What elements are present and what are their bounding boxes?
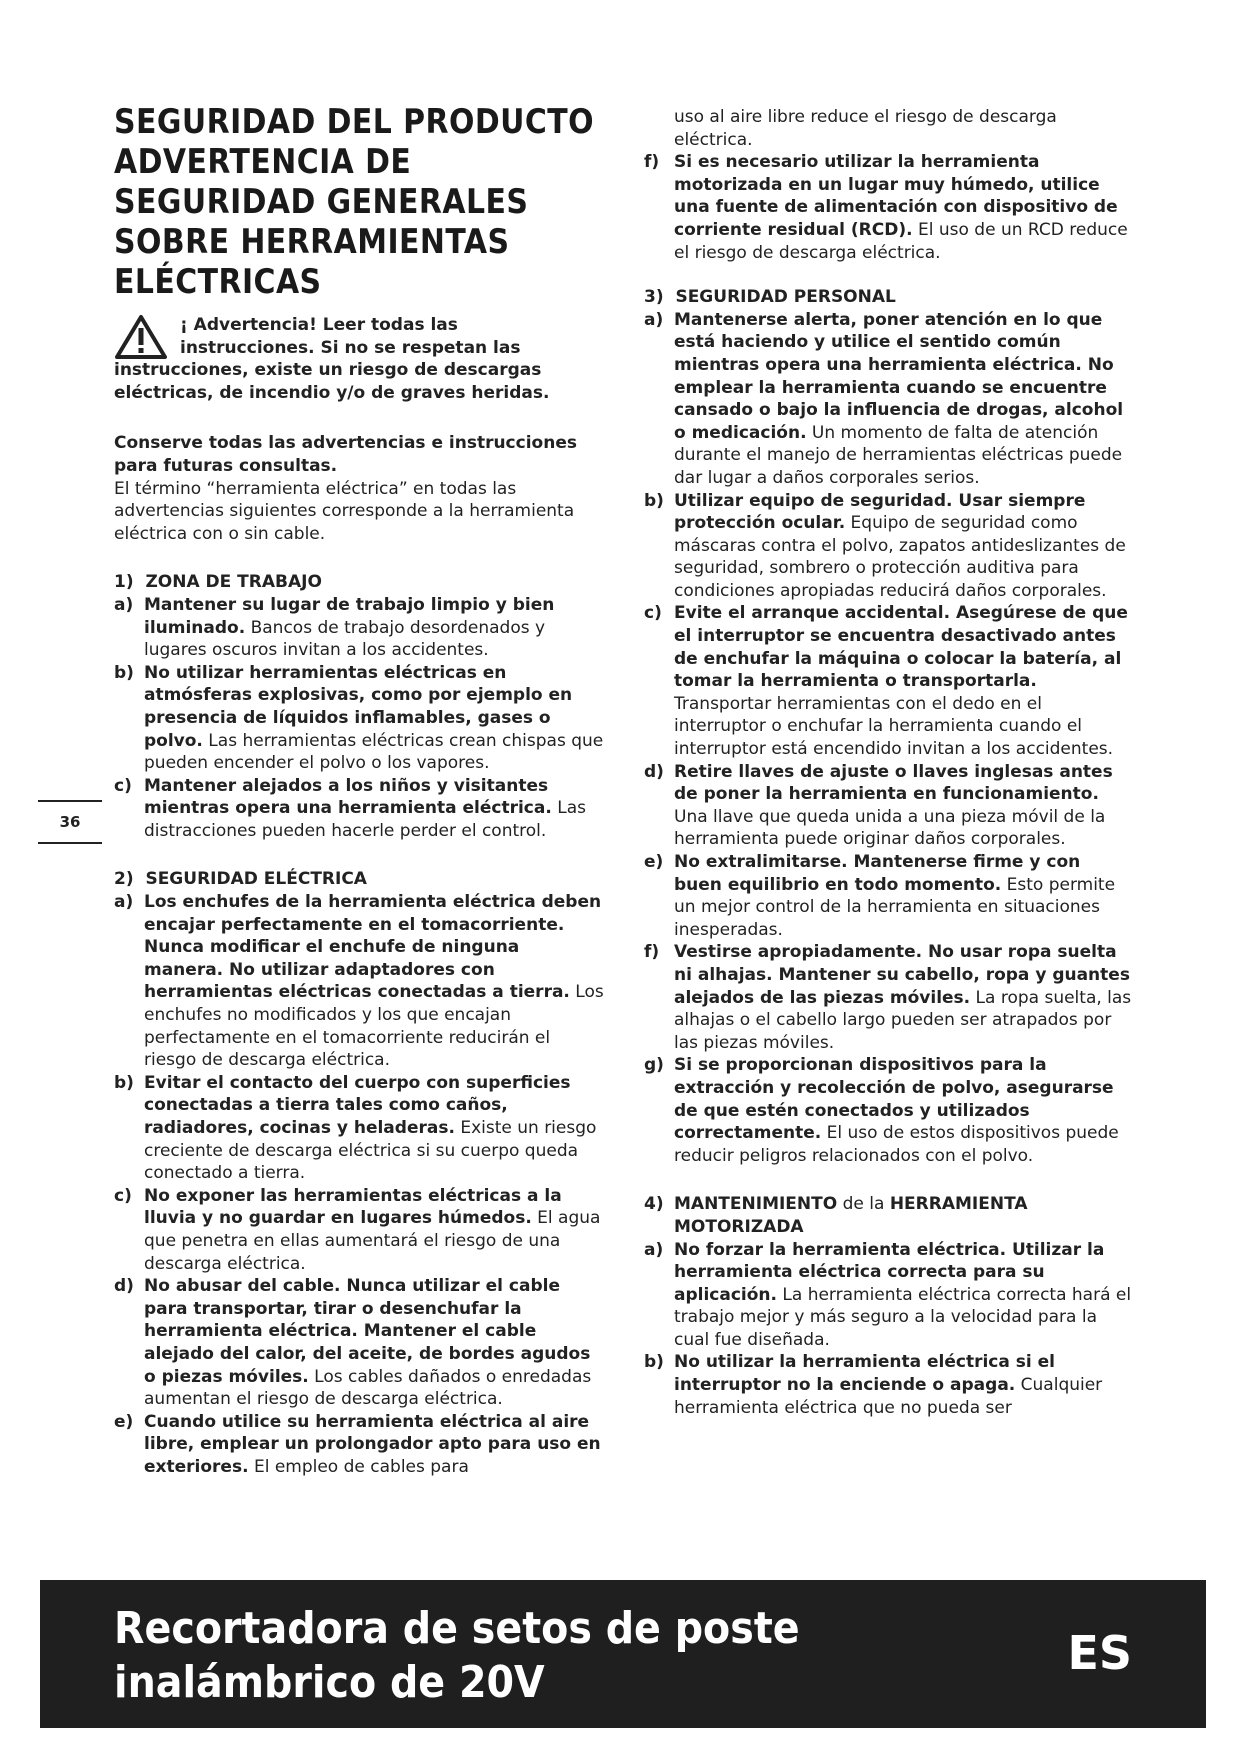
warning-line-1: ¡ Advertencia! Leer todas las (180, 315, 458, 335)
left-column (114, 102, 604, 1479)
section-heading: 3) SEGURIDAD PERSONAL (644, 287, 896, 308)
warning-rest: instrucciones, existe un riesgo de descargas eléctricas, de incendio y/o de graves heridas. (114, 360, 550, 403)
section-heading: 2) SEGURIDAD ELÉCTRICA (114, 869, 367, 890)
section-work-area (114, 571, 604, 842)
list-item: a) No forzar la herramienta eléctrica. Utilizar la herramienta eléctrica correcta para su aplicación. La herramienta eléctrica correcta hará el trabajo mejor y más seguro a la velocidad para la cual fue diseñada. (644, 1239, 1132, 1350)
list-item: a) Mantener su lugar de trabajo limpio y bien iluminado. Bancos de trabajo desordenados y lugares oscuros invitan a los accidentes. (114, 594, 555, 661)
list-item: c) Evite el arranque accidental. Asegúrese de que el interruptor se encuentra desactivado antes de enchufar la máquina o colocar la batería, al tomar la herramienta o transportarla. Transportar herramientas con el dedo en el interruptor o enchufar la herramienta cuando el interruptor está encendido invitan a los accidentes. (644, 603, 1128, 760)
conserve-block (114, 432, 604, 545)
footer-banner (40, 1580, 1206, 1728)
list-item: b) Evitar el contacto del cuerpo con superficies conectadas a tierra tales como caños, radiadores, cocinas y heladeras. Existe un riesgo creciente de descarga eléctrica si su cuerpo queda conectado a tierra. (114, 1072, 597, 1184)
section-personal-safety (644, 286, 1134, 1167)
section-maintenance (644, 1193, 1134, 1419)
right-column (644, 106, 1134, 1419)
warning-triangle-icon (114, 314, 168, 360)
list-item: d) Retire llaves de ajuste o llaves inglesas antes de poner la herramienta en funcionamiento. Una llave que queda unida a una pieza móvil de la herramienta puede originar daños corporales. (644, 761, 1113, 850)
list-item-continuation: uso al aire libre reduce el riesgo de descarga eléctrica. (674, 107, 1057, 150)
list-item: b) No utilizar la herramienta eléctrica si el interruptor no la enciende o apaga. Cualquier herramienta eléctrica que no pueda ser (644, 1352, 1103, 1418)
section-heading: 1) ZONA DE TRABAJO (114, 572, 322, 593)
list-item: c) No exponer las herramientas eléctricas a la lluvia y no guardar en lugares húmedos. El agua que penetra en ellas aumentará el riesgo de una descarga eléctrica. (114, 1185, 601, 1274)
list-item: b) Utilizar equipo de seguridad. Usar siempre protección ocular. Equipo de seguridad como máscaras contra el polvo, zapatos antideslizantes de seguridad, sombrero o protección auditiva para condiciones apropiadas reducirá daños corporales. (644, 490, 1126, 601)
list-item: f) Si es necesario utilizar la herramienta motorizada en un lugar muy húmedo, utilice una fuente de alimentación con dispositivo de corriente residual (RCD). El uso de un RCD reduce el riesgo de descarga eléctrica. (644, 152, 1128, 263)
list-item: e) Cuando utilice su herramienta eléctrica al aire libre, emplear un prolongador apto para uso en exteriores. El empleo de cables para (114, 1411, 601, 1477)
page-number: 36 (38, 800, 102, 844)
list-item: g) Si se proporcionan dispositivos para la extracción y recolección de polvo, asegurarse de que estén conectados y utilizados correctamente. El uso de estos dispositivos puede reducir peligros relacionados con el polvo. (644, 1055, 1119, 1166)
language-badge: ES (1067, 1626, 1132, 1680)
warning-block (114, 314, 604, 404)
list-item: a) Mantenerse alerta, poner atención en lo que está haciendo y utilice el sentido común mientras opera una herramienta eléctrica. No emplear la herramienta cuando se encuentre cansado o bajo la influencia de drogas, alcohol o medicación. Un momento de falta de atención durante el manejo de herramientas eléctricas puede dar lugar a daños corporales serios. (644, 309, 1124, 488)
section-electrical-safety (114, 868, 604, 1478)
list-item: b) No utilizar herramientas eléctricas en atmósferas explosivas, como por ejemplo en presencia de líquidos inflamables, gases o polvo. Las herramientas eléctricas crean chispas que pueden encender el polvo o los vapores. (114, 662, 604, 774)
list-item: f) Vestirse apropiadamente. No usar ropa suelta ni alhajas. Mantener su cabello, ropa y guantes alejados de las piezas móviles. La ropa suelta, las alhajas o el cabello largo pueden ser atrapados por las piezas móviles. (644, 942, 1132, 1053)
page-title: SEGURIDAD DEL PRODUCTO ADVERTENCIA DE SEGURIDAD GENERALES SOBRE HERRAMIENTAS ELÉCTRICAS (114, 102, 595, 302)
list-item: e) No extralimitarse. Mantenerse firme y con buen equilibrio en todo momento. Esto permite un mejor control de la herramienta en situaciones inesperadas. (644, 852, 1116, 940)
conserve-heading: Conserve todas las advertencias e instrucciones para futuras consultas. (114, 433, 577, 476)
conserve-text: El término “herramienta eléctrica” en todas las advertencias siguientes corresponde a la herramienta eléctrica con o sin cable. (114, 478, 575, 544)
warning-line-2: instrucciones. Si no se respetan las (180, 337, 521, 358)
list-item: d) No abusar del cable. Nunca utilizar el cable para transportar, tirar o desenchufar la herramienta eléctrica. Mantener el cable alejado del calor, del aceite, de bordes agudos o piezas móviles. Los cables dañados o enredadas aumentan el riesgo de descarga eléctrica. (114, 1276, 592, 1410)
list-item: c) Mantener alejados a los niños y visitantes mientras opera una herramienta eléctrica. Las distracciones pueden hacerle perder el control. (114, 775, 586, 841)
section-heading: 4) MANTENIMIENTO de la HERRAMIENTA MOTORIZADA (644, 1194, 1028, 1237)
footer-title: Recortadora de setos de poste inalámbrico de 20V (114, 1603, 800, 1708)
list-item: a) Los enchufes de la herramienta eléctrica deben encajar perfectamente en el tomacorriente. Nunca modificar el enchufe de ninguna manera. No utilizar adaptadores con herramientas eléctricas conectadas a tierra. Los enchufes no modificados y los que encajan perfectamente en el tomacorriente reducirán el riesgo de descarga eléctrica. (114, 892, 604, 1071)
